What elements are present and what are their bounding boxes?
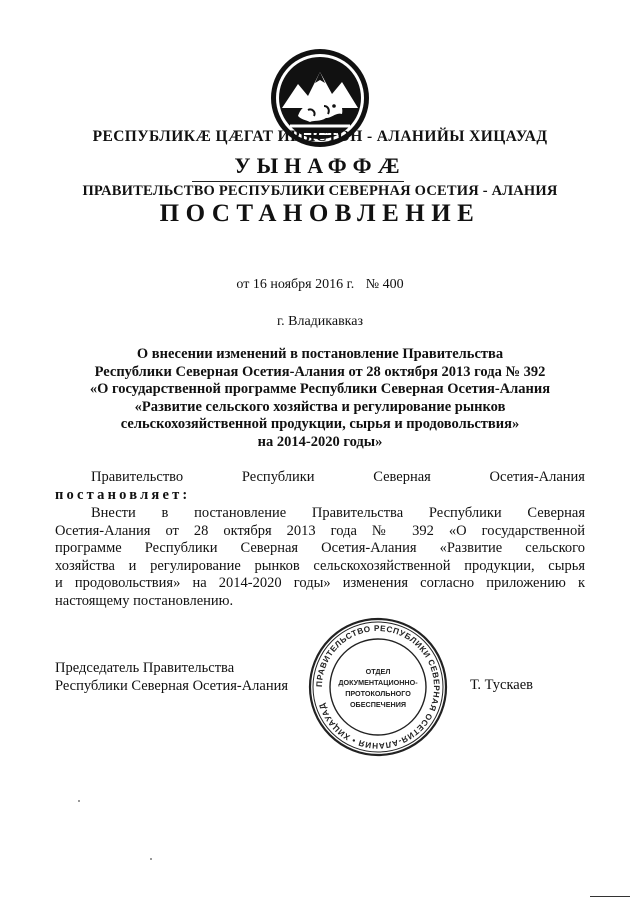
official-seal-stamp	[307, 616, 449, 758]
decree-city: г. Владикавказ	[276, 314, 364, 329]
title-line: Республики Северная Осетия-Алания от 28 октября 2013 года № 392	[94, 363, 546, 380]
header-ossetian-decree: УЫНАФФӔ	[234, 153, 406, 178]
seal-center-line: ДОКУМЕНТАЦИОННО-	[338, 678, 418, 687]
paragraph-line: Осетия-Алания от 28 октября 2013 года № 392 «О государственной	[55, 522, 585, 539]
signatory-position	[55, 660, 288, 695]
intro-word: Правительство	[91, 469, 184, 485]
scan-edge-mark	[590, 896, 630, 897]
decree-date: от 16 ноября 2016 г.	[236, 277, 355, 292]
decree-date-line	[0, 277, 640, 293]
paragraph-line: программе Республики Северная Осетия-Алания «Развитие сельского	[55, 540, 585, 556]
decree-title	[0, 346, 640, 451]
svg-text:ПРАВИТЕЛЬСТВО РЕСПУБЛИКИ СЕВЕР	[315, 624, 441, 750]
title-line: «Развитие сельского хозяйства и регулирование рынков	[134, 398, 506, 415]
header-divider	[192, 181, 404, 182]
decree-number: № 400	[365, 277, 404, 292]
header-russian-decree: ПОСТАНОВЛЕНИЕ	[159, 200, 481, 227]
main-paragraph	[55, 505, 585, 610]
title-line: О внесении изменений в постановление Правительства	[136, 346, 504, 362]
position-line: Республики Северная Осетия-Алания	[55, 677, 289, 694]
title-line: сельскохозяйственной продукции, сырья и продовольствия»	[120, 416, 520, 432]
position-line: Председатель Правительства	[55, 660, 235, 676]
intro-word: Осетия-Алания	[489, 469, 585, 485]
seal-center-line: ОБЕСПЕЧЕНИЯ	[349, 700, 407, 709]
header-ossetian-republic: РЕСПУБЛИКӔ ЦӔГАТ ИРЫСТОН - АЛАНИЙЫ ХИЦАУАД	[92, 128, 548, 145]
scan-speck	[78, 800, 80, 802]
paragraph-line: хозяйства и регулирование рынков сельскохозяйственной продукции, сырья	[55, 557, 585, 574]
paragraph-line: и продовольствия» на 2014-2020 годы» изменения согласно приложению к	[55, 575, 585, 591]
scan-speck	[150, 858, 152, 860]
signatory-name: Т. Тускаев	[470, 677, 534, 693]
paragraph-line: настоящему постановлению.	[55, 592, 234, 609]
intro-word: Республики	[241, 469, 315, 485]
title-line: «О государственной программе Республики Северная Осетия-Алания	[89, 381, 551, 397]
seal-ring-text: ПРАВИТЕЛЬСТВО РЕСПУБЛИКИ СЕВЕРНАЯ ОСЕТИЯ-АЛАНИЯ • ХИЦАУАД	[314, 623, 442, 751]
title-line: на 2014-2020 годы»	[257, 433, 383, 450]
seal-center-line: ПРОТОКОЛЬНОГО	[345, 689, 411, 698]
seal-center-line: ОТДЕЛ	[365, 667, 391, 676]
paragraph-line: Внести в постановление Правительства Республики Северная	[91, 505, 585, 521]
intro-paragraph	[55, 469, 585, 504]
header-russian-government: ПРАВИТЕЛЬСТВО РЕСПУБЛИКИ СЕВЕРНАЯ ОСЕТИЯ - АЛАНИЯ	[82, 183, 558, 199]
decrees-word: постановляет:	[55, 486, 191, 503]
intro-word: Северная	[373, 469, 431, 485]
